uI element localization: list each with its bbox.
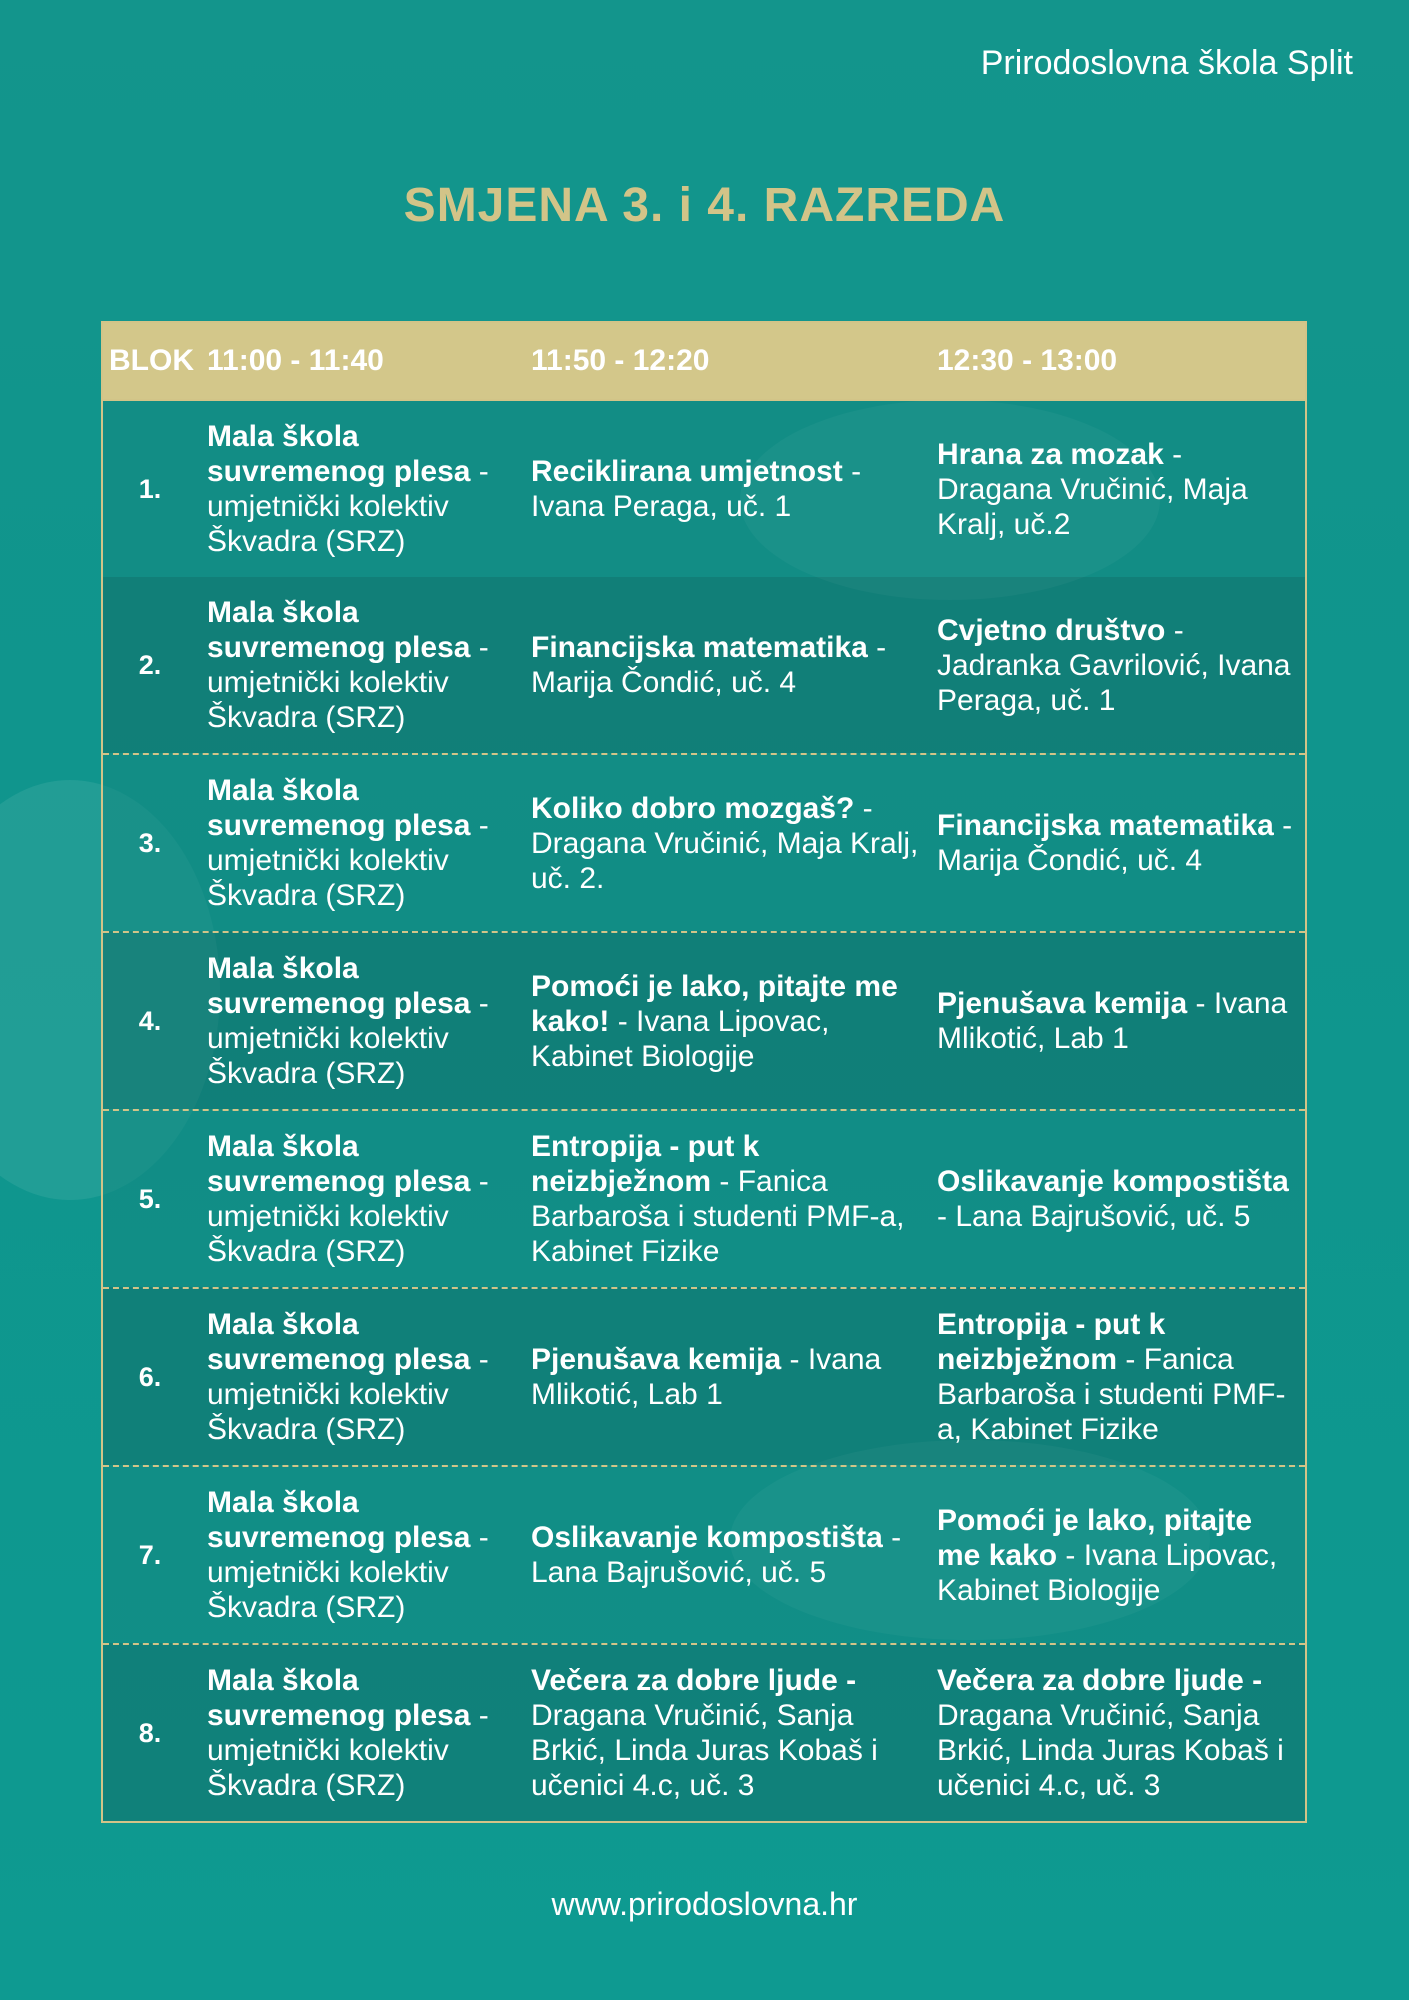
separator [856,1664,864,1697]
session-cell [531,791,937,896]
website-url: www.prirodoslovna.hr [551,1886,858,1922]
session-title: Entropija - put k neizbježnom [531,1130,760,1198]
table-row [103,577,1305,753]
table-row [103,753,1305,931]
session-host: Marija Čondić, uč. 4 [937,844,1203,877]
session-title: Cvjetno društvo [937,613,1166,647]
separator: - [470,631,498,664]
block-number: 6. [138,1361,162,1392]
separator: - [470,987,498,1020]
schedule-table [101,321,1307,1823]
separator: - [1163,437,1191,471]
separator: - [1273,809,1301,842]
session-host: Fanica Barbaroša i studenti PMF-a, Kabinet Fizike [937,1343,1286,1446]
page-title: SMJENA 3. i 4. RAZREDA [403,179,1006,232]
table-row [103,931,1305,1109]
session-title: Mala škola suvremenog plesa [207,1664,471,1732]
session-host: Ivana Lipovac, Kabinet Biologije [531,1004,830,1073]
separator: - [470,1521,498,1554]
header-slot-3: 12:30 - 13:00 [937,344,1118,377]
session-title: Večera za dobre ljude - [531,1664,857,1697]
table-row [103,401,1305,577]
separator: - [882,1521,910,1554]
session-host: Ivana Lipovac, Kabinet Biologije [937,1538,1278,1607]
session-host: umjetnički kolektiv Škvadra (SRZ) [207,1734,449,1802]
session-cell [207,1663,531,1803]
session-cell [207,419,531,559]
separator: - [470,1699,498,1732]
school-name: Prirodoslovna škola Split [980,44,1353,82]
session-host: umjetnički kolektiv Škvadra (SRZ) [207,1022,449,1090]
session-host: umjetnički kolektiv Škvadra (SRZ) [207,1556,449,1624]
session-cell [937,808,1305,878]
session-host: Lana Bajrušović, uč. 5 [531,1556,827,1589]
table-row [103,1287,1305,1465]
session-title: Reciklirana umjetnost [531,455,843,488]
session-title: Entropija - put k neizbježnom [937,1308,1166,1376]
session-host: Fanica Barbaroša i studenti PMF-a, Kabinet Fizike [531,1165,905,1268]
session-host: Ivana Peraga, uč. 1 [531,490,792,523]
block-number: 4. [138,1005,162,1036]
session-title: Pjenušava kemija [937,987,1188,1020]
session-cell [937,1307,1305,1447]
session-title: Oslikavanje kompostišta [937,1165,1289,1198]
session-title: Pomoći je lako, pitajte me kako [937,1503,1253,1572]
separator: - [1187,987,1214,1020]
table-row [103,1465,1305,1643]
separator: - [711,1165,738,1198]
session-title: Hrana za mozak [937,437,1164,471]
block-number: 1. [138,473,162,504]
separator: - [1117,1343,1144,1376]
block-number: 8. [138,1717,162,1748]
separator: - [854,791,882,825]
session-host: Ivana Mlikotić, Lab 1 [531,1343,882,1411]
session-title: Pjenušava kemija [531,1343,782,1376]
session-title: Koliko dobro mozgaš? [531,791,855,825]
session-cell [937,1663,1305,1803]
table-header [103,323,1305,401]
session-host: Dragana Vručinić, Sanja Brkić, Linda Juras Kobaš i učenici 4.c, uč. 3 [531,1699,878,1802]
session-title: Mala škola suvremenog plesa [207,1308,471,1376]
session-host: umjetnički kolektiv Škvadra (SRZ) [207,1378,449,1446]
separator: - [470,455,498,488]
session-title: Mala škola suvremenog plesa [207,420,471,488]
session-cell [207,1307,531,1447]
session-host: umjetnički kolektiv Škvadra (SRZ) [207,490,449,558]
session-host: umjetnički kolektiv Škvadra (SRZ) [207,844,449,912]
table-row [103,1643,1305,1821]
session-title: Mala škola suvremenog plesa [207,1130,471,1198]
separator: - [1057,1538,1084,1572]
separator: - [1165,613,1193,647]
session-cell [937,1503,1305,1608]
session-cell [937,437,1305,542]
session-cell [531,1129,937,1269]
session-cell [531,1663,937,1803]
session-cell [937,986,1305,1056]
session-cell [531,1520,937,1590]
separator: - [867,631,895,664]
separator: - [937,1165,1298,1233]
session-host: Dragana Vručinić, Sanja Brkić, Linda Juras Kobaš i učenici 4.c, uč. 3 [937,1699,1284,1802]
session-cell [207,1485,531,1625]
session-cell [937,1164,1305,1234]
session-cell [531,454,937,524]
session-cell [531,969,937,1074]
header-slot-1: 11:00 - 11:40 [207,344,384,377]
separator: - [781,1343,808,1376]
session-cell [207,773,531,913]
block-number: 7. [138,1539,162,1570]
session-cell [207,1129,531,1269]
block-number: 5. [138,1183,162,1214]
session-host: Jadranka Gavrilović, Ivana Peraga, uč. 1 [937,648,1291,717]
session-host: umjetnički kolektiv Škvadra (SRZ) [207,1200,449,1268]
block-number: 2. [138,649,162,680]
session-title: Financijska matematika [531,631,868,664]
session-host: Lana Bajrušović, uč. 5 [955,1200,1251,1233]
separator: - [842,455,870,488]
header-blok: BLOK [109,344,194,377]
session-host: Marija Čondić, uč. 4 [531,666,797,699]
separator: - [470,1343,498,1376]
table-row [103,1109,1305,1287]
session-title: Večera za dobre ljude - [937,1664,1263,1697]
session-host: umjetnički kolektiv Škvadra (SRZ) [207,666,449,734]
session-title: Mala škola suvremenog plesa [207,596,471,664]
session-host: Ivana Mlikotić, Lab 1 [937,987,1288,1055]
session-title: Financijska matematika [937,809,1274,842]
header-slot-2: 11:50 - 12:20 [531,344,710,377]
session-host: Dragana Vručinić, Maja Kralj, uč. 2. [531,826,919,895]
session-host: Dragana Vručinić, Maja Kralj, uč.2 [937,472,1248,541]
separator: - [609,1004,637,1038]
separator [1262,1664,1270,1697]
session-cell [531,1342,937,1412]
session-title: Mala škola suvremenog plesa [207,952,471,1020]
session-title: Oslikavanje kompostišta [531,1521,883,1554]
separator: - [470,1165,498,1198]
session-cell [207,951,531,1091]
session-title: Mala škola suvremenog plesa [207,1486,471,1554]
block-number: 3. [138,827,162,858]
session-title: Mala škola suvremenog plesa [207,774,471,842]
session-cell [207,595,531,735]
session-cell [531,630,937,700]
session-cell [937,613,1305,718]
session-title: Pomoći je lako, pitajte me kako! [531,969,898,1038]
separator: - [470,809,498,842]
